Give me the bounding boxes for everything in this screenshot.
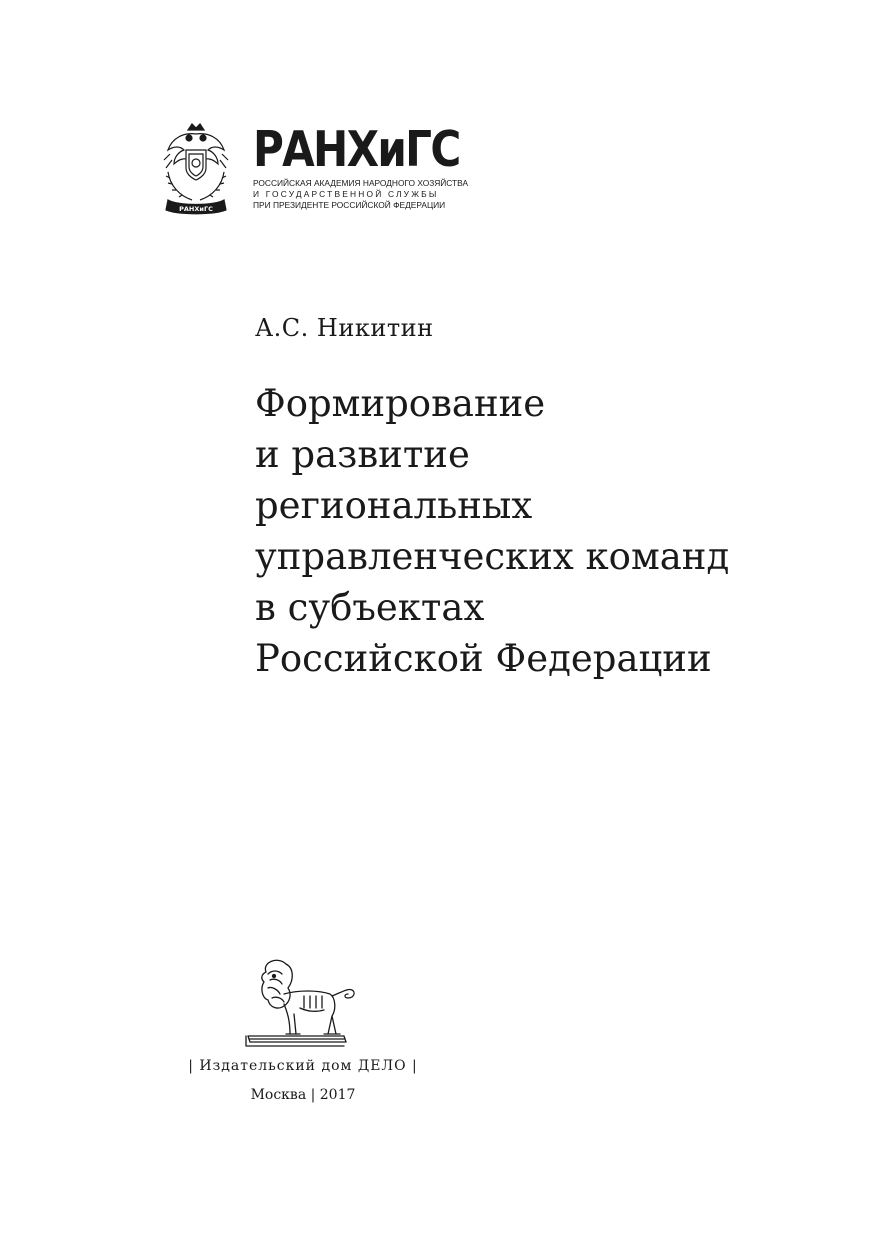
author-name: А.С. Никитин: [255, 314, 434, 342]
publisher-lion-icon: [244, 958, 364, 1050]
title-line: региональных: [255, 484, 533, 527]
academy-name-line-3: ПРИ ПРЕЗИДЕНТЕ РОССИЙСКОЙ ФЕДЕРАЦИИ: [253, 200, 446, 210]
title-line: Российской Федерации: [255, 637, 712, 680]
title-line: и развитие: [255, 433, 470, 476]
academy-emblem-icon: [158, 120, 234, 216]
academy-logo: [253, 122, 483, 211]
book-title: [255, 378, 729, 684]
title-line: в субъектах: [255, 586, 485, 629]
publisher-name: | Издательский дом ДЕЛО |: [188, 1058, 418, 1074]
publication-place-year: Москва | 2017: [250, 1087, 356, 1103]
emblem-ribbon-text: РАНХиГС: [179, 205, 213, 213]
title-line: управленческих команд: [255, 535, 730, 578]
title-line: Формирование: [255, 382, 546, 425]
academy-acronym: РАНХиГС: [253, 121, 460, 178]
academy-name-line-1: РОССИЙСКАЯ АКАДЕМИЯ НАРОДНОГО ХОЗЯЙСТВА: [253, 178, 469, 188]
academy-name-line-2: И ГОСУДАРСТВЕННОЙ СЛУЖБЫ: [253, 189, 439, 199]
